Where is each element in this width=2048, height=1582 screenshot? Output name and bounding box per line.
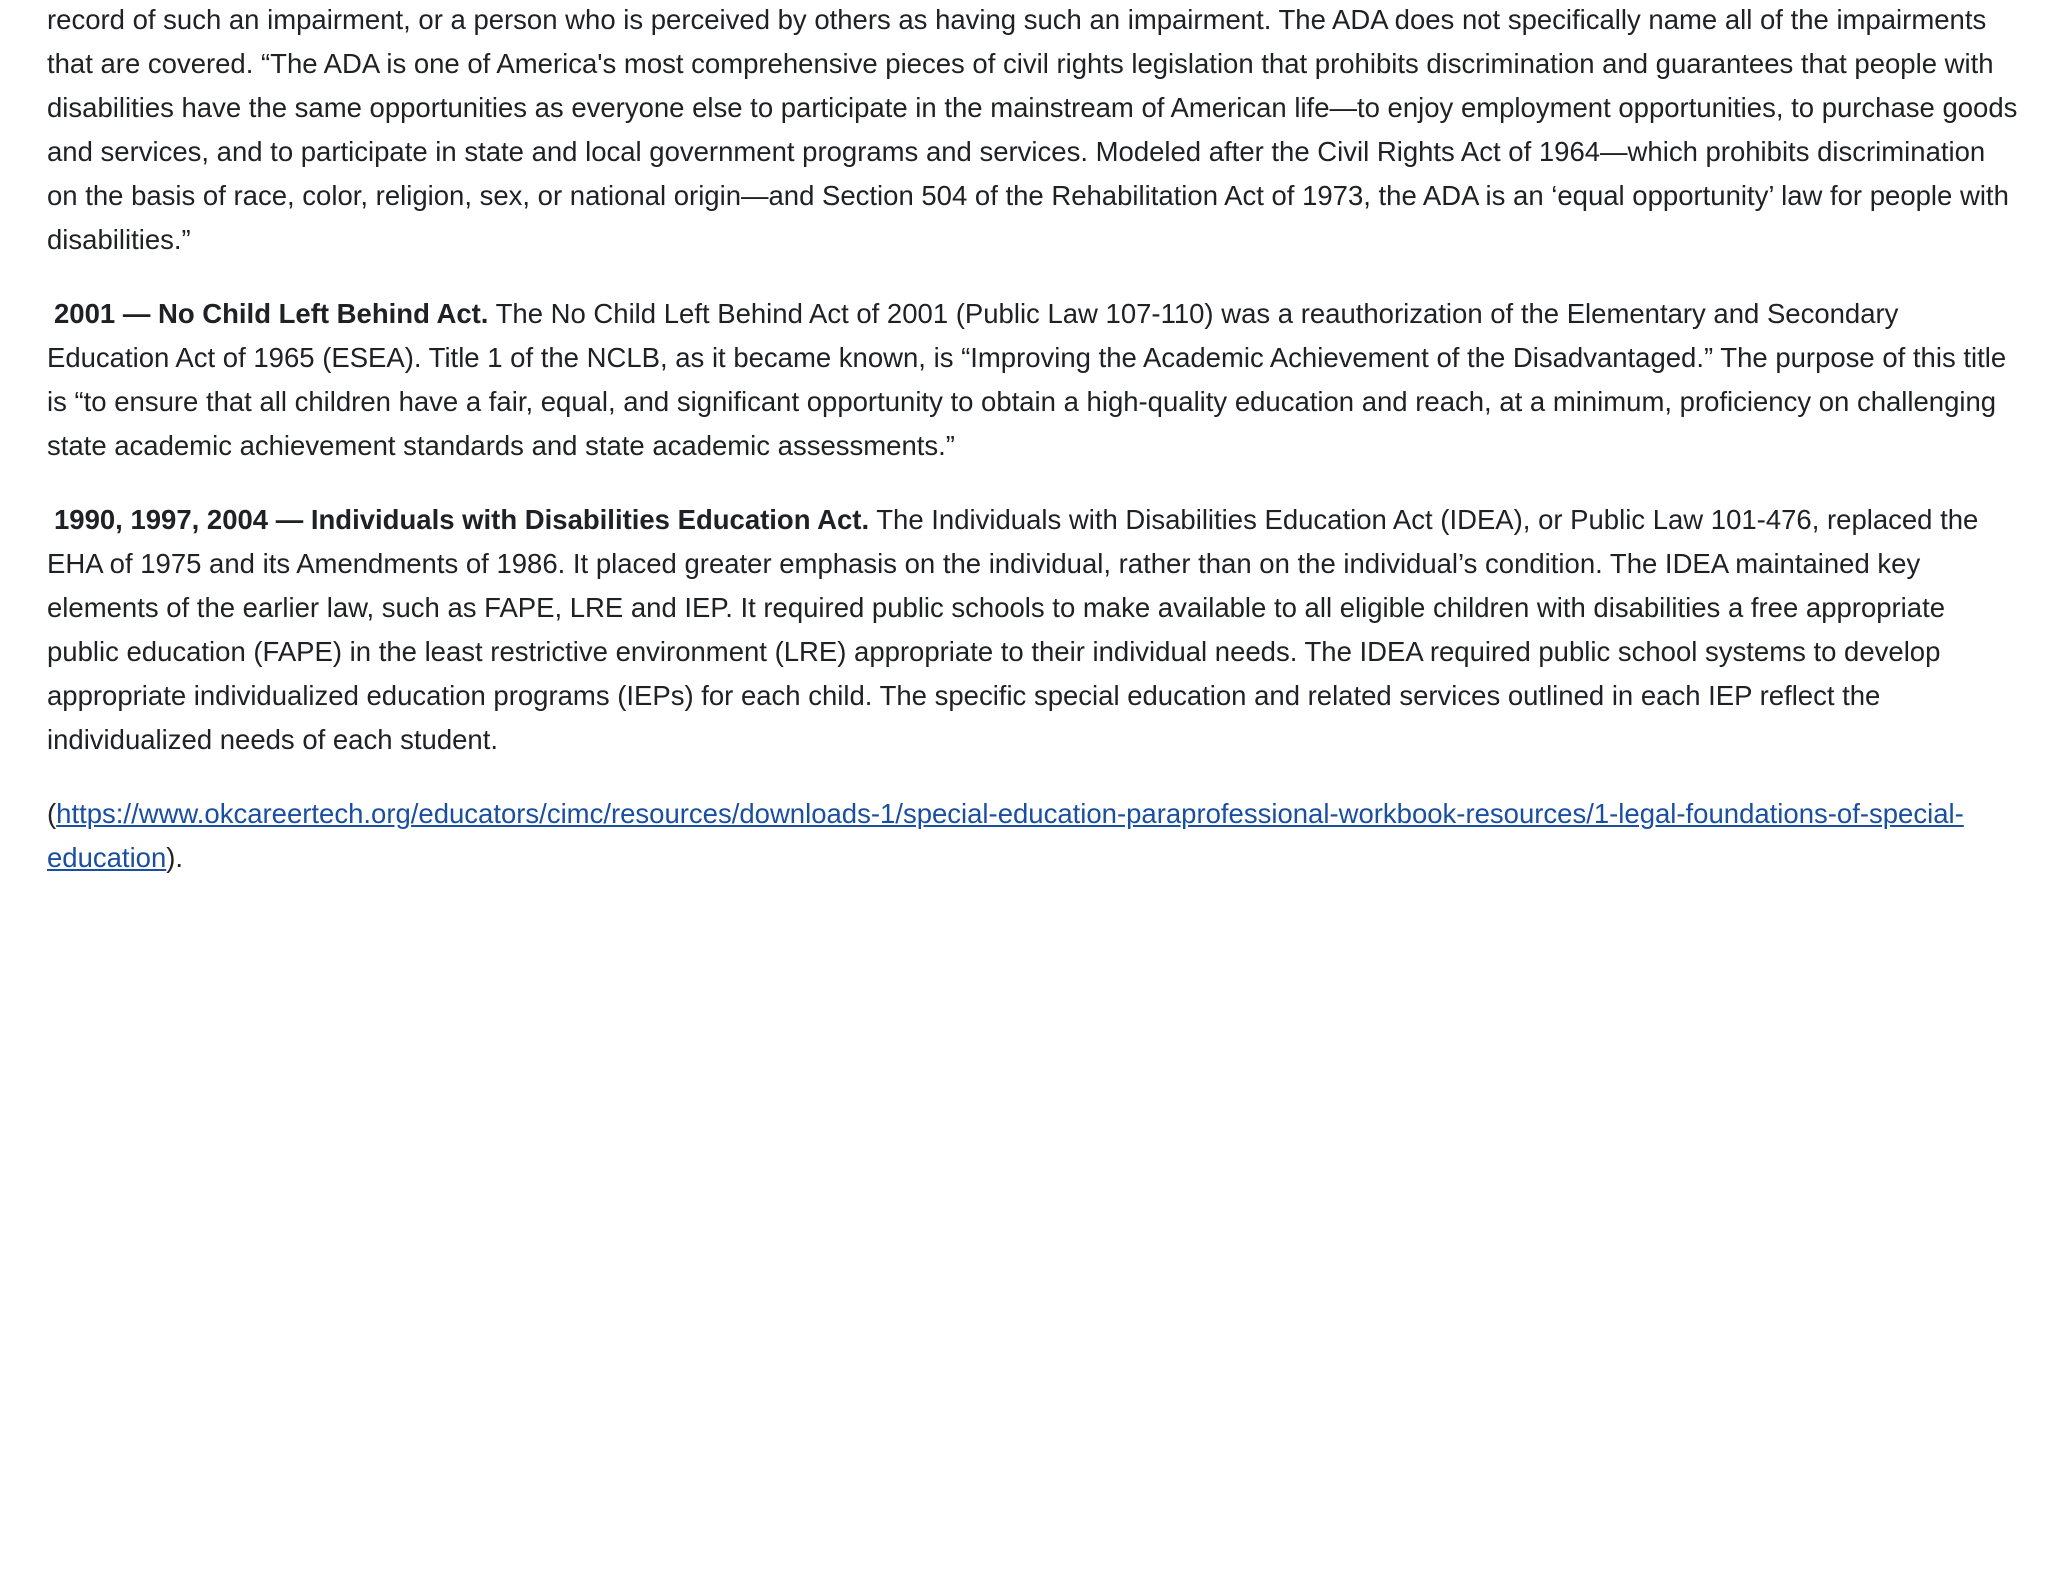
- document-body: [47, 0, 2022, 910]
- idea-paragraph: [47, 498, 2022, 762]
- source-close-paren: ).: [166, 842, 184, 873]
- nclb-paragraph-text: The No Child Left Behind Act of 2001 (Public Law 107-110) was a reauthorization of the Elementary and Secondary Education Act of 1965 (ESEA). Title 1 of the NCLB, as it became known, is “Improving the Academic Achievement of the Disadvantaged.” The purpose of this title is “to ensure that all children have a fair, equal, and significant opportunity to obtain a high-quality education and reach, at a minimum, proficiency on challenging state academic achievement standards and state academic assessments.”: [47, 298, 2007, 461]
- source-open-paren: (: [47, 798, 57, 829]
- source-link[interactable]: https://www.okcareertech.org/educators/cimc/resources/downloads-1/special-education-paraprofessional-workbook-resources/1-legal-foundations-of-special-education: [47, 798, 1964, 873]
- nclb-heading: 2001 — No Child Left Behind Act.: [54, 298, 489, 329]
- idea-paragraph-text: The Individuals with Disabilities Education Act (IDEA), or Public Law 101-476, replaced the EHA of 1975 and its Amendments of 1986. It placed greater emphasis on the individual, rather than on the individual’s condition. The IDEA maintained key elements of the earlier law, such as FAPE, LRE and IEP. It required public schools to make available to all eligible children with disabilities a free appropriate public education (FAPE) in the least restrictive environment (LRE) appropriate to their individual needs. The IDEA required public school systems to develop appropriate individualized education programs (IEPs) for each child. The specific special education and related services outlined in each IEP reflect the individualized needs of each student.: [47, 504, 1979, 755]
- source-citation: [47, 792, 2022, 880]
- idea-heading: 1990, 1997, 2004 — Individuals with Disabilities Education Act.: [54, 504, 870, 535]
- nclb-paragraph: [47, 292, 2022, 468]
- ada-paragraph-text: record of such an impairment, or a person who is perceived by others as having such an impairment. The ADA does not specifically name all of the impairments that are covered. “The ADA is one of America's most comprehensive pieces of civil rights legislation that prohibits discrimination and guarantees that people with disabilities have the same opportunities as everyone else to participate in the mainstream of American life—to enjoy employment opportunities, to purchase goods and services, and to participate in state and local government programs and services. Modeled after the Civil Rights Act of 1964—which prohibits discrimination on the basis of race, color, religion, sex, or national origin—and Section 504 of the Rehabilitation Act of 1973, the ADA is an ‘equal opportunity’ law for people with disabilities.”: [47, 4, 2018, 255]
- ada-paragraph: [47, 0, 2022, 262]
